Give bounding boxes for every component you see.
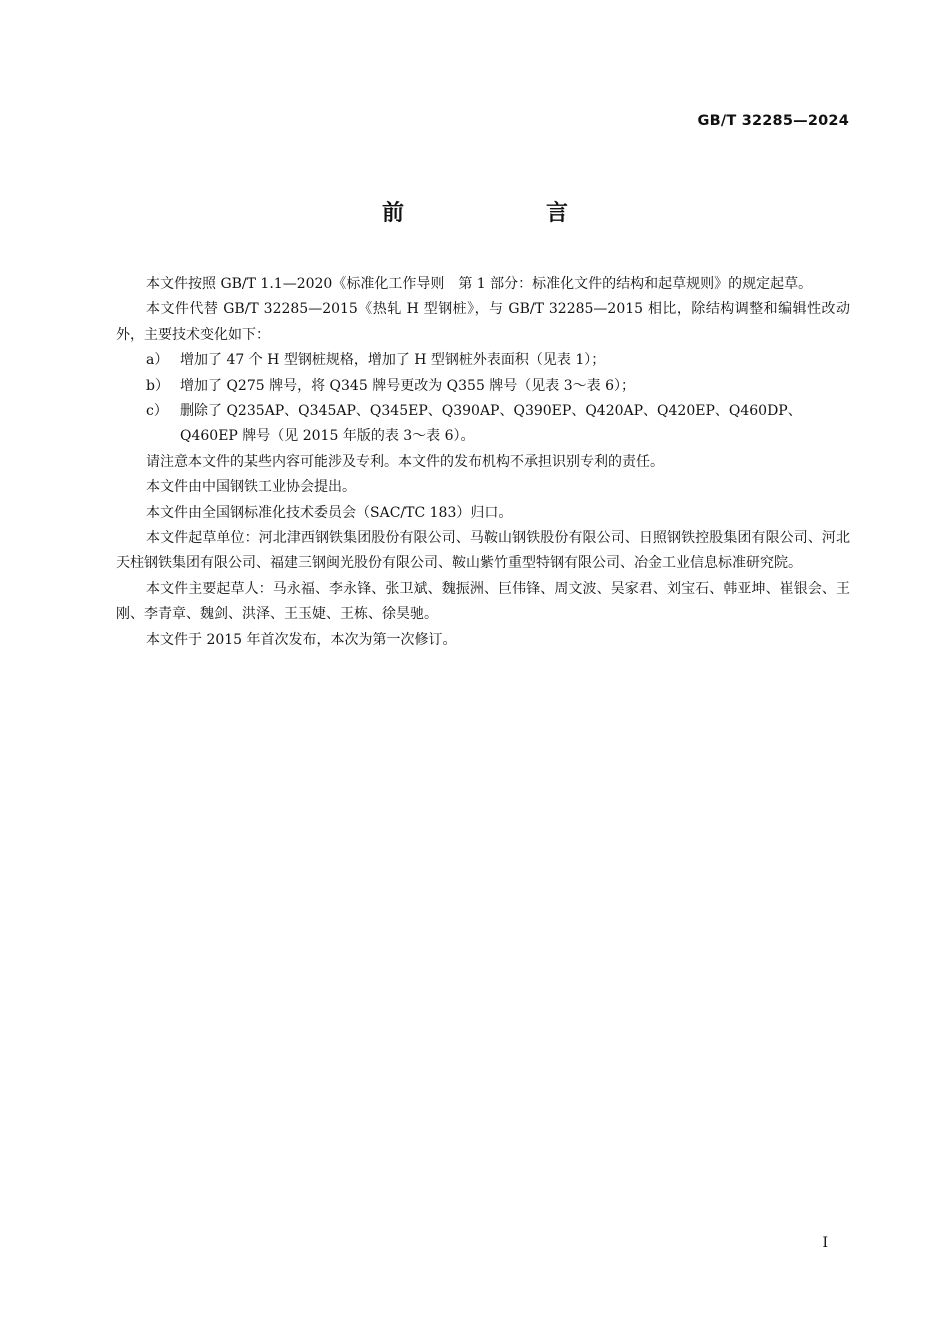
- list-item-text: 增加了 47 个 H 型钢桩规格，增加了 H 型钢桩外表面积（见表 1）；: [180, 352, 606, 369]
- paragraph-drafters: 本文件主要起草人：马永福、李永锋、张卫斌、魏振洲、巨伟锋、周文波、吴家君、刘宝石、韩亚坤、崔银会、王刚、李青章、魏剑、洪泽、王玉婕、王栋、徐昊驰。: [116, 580, 850, 623]
- list-item: [116, 399, 850, 450]
- list-item-text: 删除了 Q235AP、Q345AP、Q345EP、Q390AP、Q390EP、Q420AP、Q420EP、Q460DP、Q460EP 牌号（见 2015 年版的表 3～表 6）。: [180, 403, 802, 445]
- paragraph-patent-notice: 请注意本文件的某些内容可能涉及专利。本文件的发布机构不承担识别专利的责任。: [146, 453, 664, 470]
- paragraph-replacement: 本文件代替 GB/T 32285—2015《热轧 H 型钢桩》，与 GB/T 32285—2015 相比，除结构调整和编辑性改动外，主要技术变化如下：: [116, 301, 850, 343]
- list-item-text: 增加了 Q275 牌号，将 Q345 牌号更改为 Q355 牌号（见表 3～表 6）；: [180, 377, 636, 394]
- page-title: 前 言: [381, 201, 628, 226]
- list-marker: a）: [146, 352, 169, 369]
- paragraph-revision-history: 本文件于 2015 年首次发布，本次为第一次修订。: [146, 631, 457, 648]
- standard-number: GB/T 32285—2024: [697, 113, 849, 129]
- list-marker: b）: [146, 377, 169, 394]
- page-number: I: [822, 1235, 828, 1251]
- paragraph-technical-committee: 本文件由全国钢标准化技术委员会（SAC/TC 183）归口。: [146, 504, 513, 521]
- paragraph-drafting-rules: 本文件按照 GB/T 1.1—2020《标准化工作导则 第 1 部分：标准化文件的结构和起草规则》的规定起草。: [146, 276, 813, 292]
- list-item: [116, 374, 850, 399]
- paragraph-drafting-organizations: 本文件起草单位：河北津西钢铁集团股份有限公司、马鞍山钢铁股份有限公司、日照钢铁控股集团有限公司、河北天柱钢铁集团有限公司、福建三钢闽光股份有限公司、鞍山紫竹重型特钢有限公司、冶金工业信息标准研究院。: [116, 530, 850, 572]
- list-marker: c）: [146, 403, 168, 420]
- list-item: [116, 348, 850, 373]
- foreword-body: [116, 272, 850, 653]
- paragraph-proposer: 本文件由中国钢铁工业协会提出。: [146, 479, 356, 496]
